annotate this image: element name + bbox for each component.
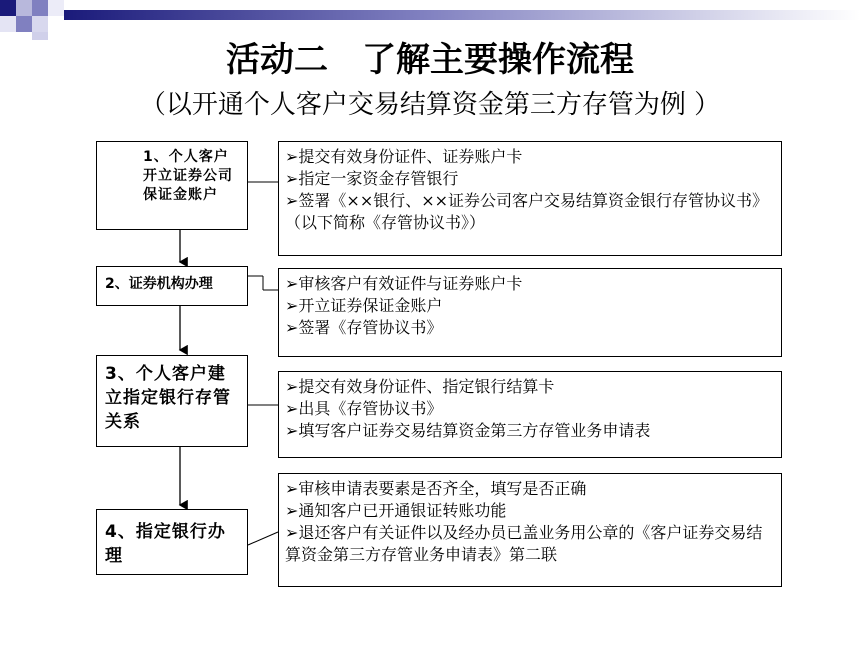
step-3-detail-line: ➢提交有效身份证件、指定银行结算卡 bbox=[285, 377, 555, 396]
step-4-detail-line: ➢审核申请表要素是否齐全，填写是否正确 bbox=[285, 479, 587, 498]
step-4-label: 4、指定银行办理 bbox=[105, 522, 226, 566]
step-3-box bbox=[96, 355, 248, 447]
step-2-detail-line: ➢开立证券保证金账户 bbox=[285, 296, 443, 315]
step-2-detail-box bbox=[278, 268, 782, 357]
step-4-detail-line: ➢退还客户有关证件以及经办员已盖业务用公章的《客户证券交易结算资金第三方存管业务申请表》第二联 bbox=[285, 523, 763, 564]
step-3-label: 3、个人客户建立指定银行存管关系 bbox=[105, 364, 231, 432]
step-2-detail-line: ➢审核客户有效证件与证券账户卡 bbox=[285, 274, 523, 293]
step-1-detail-line: ➢签署《××银行、××证券公司客户交易结算资金银行存管协议书》（以下简称《存管协议书》） bbox=[285, 191, 769, 232]
step-1-detail-line: ➢提交有效身份证件、证券账户卡 bbox=[285, 147, 523, 166]
step-4-box bbox=[96, 509, 248, 575]
step-1-detail-line: ➢指定一家资金存管银行 bbox=[285, 169, 459, 188]
step-1-box bbox=[96, 141, 248, 230]
step-2-detail-line: ➢签署《存管协议书》 bbox=[285, 318, 443, 337]
link-step4-detail bbox=[248, 532, 278, 545]
step-4-detail-line: ➢通知客户已开通银证转账功能 bbox=[285, 501, 507, 520]
step-2-box bbox=[96, 266, 248, 306]
step-1-detail-box bbox=[278, 141, 782, 256]
page-title: 活动二 了解主要操作流程 bbox=[226, 40, 634, 80]
step-4-detail-box bbox=[278, 473, 782, 587]
step-3-detail-line: ➢出具《存管协议书》 bbox=[285, 399, 443, 418]
page-subtitle: （以开通个人客户交易结算资金第三方存管为例 ） bbox=[139, 90, 721, 120]
step-2-label: 2、证券机构办理 bbox=[105, 276, 213, 292]
step-3-detail-line: ➢填写客户证券交易结算资金第三方存管业务申请表 bbox=[285, 421, 651, 440]
step-1-label: 1、个人客户开立证券公司保证金账户 bbox=[143, 149, 233, 203]
step-3-detail-box bbox=[278, 371, 782, 458]
